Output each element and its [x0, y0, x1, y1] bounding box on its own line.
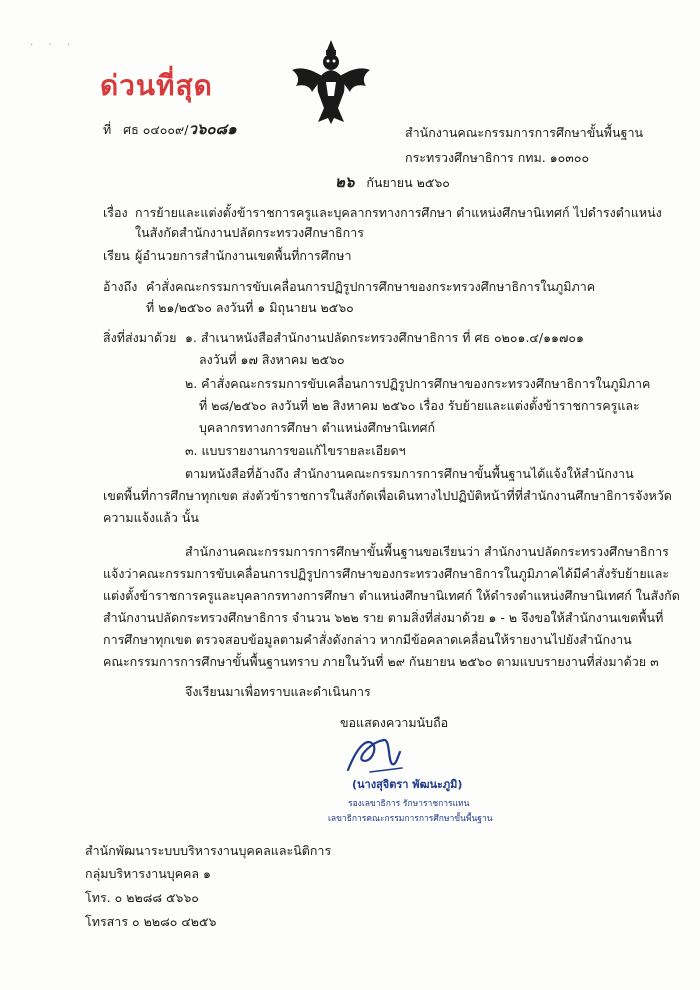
signature-icon: [340, 730, 410, 780]
signer-title-1: รองเลขาธิการ รักษาราชการแทน: [348, 799, 470, 809]
enclosure-1-line-1: ๑. สำเนาหนังสือสำนักงานปลัดกระทรวงศึกษาธิการ ที่ ศธ ๐๒๐๑.๔/๑๑๗๐๑: [185, 330, 584, 345]
ref-line-1: คำสั่งคณะกรรมการขับเคลื่อนการปฏิรูปการศึกษาของกระทรวงศึกษาธิการในภูมิภาค: [146, 279, 596, 294]
sender-org: สำนักงานคณะกรรมการการศึกษาขั้นพื้นฐาน: [405, 125, 644, 140]
body-paragraph-1: [103, 463, 672, 529]
footer-group: กลุ่มบริหารงานบุคคล ๑: [85, 866, 211, 881]
date: [335, 174, 450, 191]
body-paragraph-2: [103, 541, 680, 673]
body-paragraph-1-line: ตามหนังสือที่อ้างถึง สำนักงานคณะกรรมการการศึกษาขั้นพื้นฐานได้แจ้งให้สำนักงาน: [185, 466, 634, 481]
enclosure-1-line-2: ลงวันที่ ๑๗ สิงหาคม ๒๕๖๐: [199, 352, 345, 367]
body-paragraph-2-line: สำนักงานคณะกรรมการการศึกษาขั้นพื้นฐานขอเรียนว่า สำนักงานปลัดกระทรวงศึกษาธิการ: [185, 544, 669, 559]
scan-specks: · · ·: [30, 40, 76, 51]
doc-number-handwritten: ว๖๐๘๑: [188, 120, 237, 138]
enclosure-2-line-2: ที่ ๒๘/๒๕๖๐ ลงวันที่ ๒๒ สิงหาคม ๒๕๖๐ เรื่อง รับย้ายและแต่งตั้งข้าราชการครูและ: [199, 398, 640, 413]
subject-line-1: การย้ายและแต่งตั้งข้าราชการครูและบุคลากรทางการศึกษา ตำแหน่งศึกษานิเทศก์ ไปดำรงตำแหน่ง: [135, 205, 662, 220]
subject-line-2: ในสังกัดสำนักงานปลัดกระทรวงศึกษาธิการ: [135, 225, 364, 240]
body-paragraph-1-line: เขตพื้นที่การศึกษาทุกเขต ส่งตัวข้าราชการในสังกัดเพื่อเดินทางไปปฏิบัติหน้าที่ที่สำนักงานศึกษาธิการจังหวัด: [103, 488, 672, 503]
footer-fax: โทรสาร ๐ ๒๒๘๐ ๔๒๕๖: [85, 914, 217, 929]
body-paragraph-2-line: การศึกษาทุกเขต ตรวจสอบข้อมูลตามคำสั่งดังกล่าว หากมีข้อคลาดเคลื่อนให้รายงานไปยังสำนักงาน: [103, 632, 632, 647]
garuda-emblem-icon: [288, 36, 374, 128]
to-label: เรียน: [103, 248, 130, 263]
signer-title-2: เลขาธิการคณะกรรมการการศึกษาขั้นพื้นฐาน: [328, 814, 493, 824]
date-day: ๒๖: [335, 173, 355, 191]
enclosure-label: สิ่งที่ส่งมาด้วย: [103, 330, 177, 345]
ref-label: อ้างถึง: [103, 279, 138, 294]
doc-number-label: ที่: [103, 122, 112, 137]
ref-line-2: ที่ ๒๑/๒๕๖๐ ลงวันที่ ๑ มิถุนายน ๒๕๖๐: [146, 300, 354, 315]
enclosure-2-line-3: บุคลากรทางการศึกษา ตำแหน่งศึกษานิเทศก์: [199, 420, 436, 435]
footer-department: สำนักพัฒนาระบบบริหารงานบุคคลและนิติการ: [85, 843, 332, 858]
urgent-stamp: ด่วนที่สุด: [100, 69, 213, 102]
enclosure-3-line-1: ๓. แบบรายงานการขอแก้ไขรายละเอียดฯ: [185, 443, 406, 458]
signer-name: (นางสุจิตรา พัฒนะภูมิ): [352, 778, 463, 791]
regards-text: ขอแสดงความนับถือ: [340, 715, 449, 730]
to-text: ผู้อำนวยการสำนักงานเขตพื้นที่การศึกษา: [135, 248, 352, 263]
doc-number: [103, 121, 237, 138]
doc-number-prefix: ศธ ๐๔๐๐๙/: [123, 122, 189, 137]
footer-telephone: โทร. ๐ ๒๒๘๘ ๕๖๖๐: [85, 890, 199, 905]
body-paragraph-1-line: ความแจ้งแล้ว นั้น: [103, 510, 199, 525]
subject-label: เรื่อง: [103, 205, 128, 220]
date-month-year: กันยายน ๒๕๖๐: [366, 175, 450, 190]
closing-text: จึงเรียนมาเพื่อทราบและดำเนินการ: [185, 684, 371, 699]
body-paragraph-2-line: แต่งตั้งข้าราชการครูและบุคลากรทางการศึกษา ตำแหน่งศึกษานิเทศก์ ให้ดำรงตำแหน่งศึกษานิเทศก์ ในสังกัด: [103, 588, 680, 603]
body-paragraph-2-line: แจ้งว่าคณะกรรมการขับเคลื่อนการปฏิรูปการศึกษาของกระทรวงศึกษาธิการในภูมิภาคได้มีคำสั่งรับย้ายและ: [103, 566, 670, 581]
body-paragraph-2-line: คณะกรรมการการศึกษาขั้นพื้นฐานทราบ ภายในวันที่ ๒๙ กันยายน ๒๕๖๐ ตามแบบรายงานที่ส่งมาด้วย ๓: [103, 654, 659, 669]
sender-address: กระทรวงศึกษาธิการ กทม. ๑๐๓๐๐: [405, 150, 590, 165]
body-paragraph-2-line: สำนักงานปลัดกระทรวงศึกษาธิการ จำนวน ๖๒๒ ราย ตามสิ่งที่ส่งมาด้วย ๑ - ๒ จึงขอให้สำนักงานเขตพื้นที่: [103, 610, 664, 625]
enclosure-2-line-1: ๒. คำสั่งคณะกรรมการขับเคลื่อนการปฏิรูปการศึกษาของกระทรวงศึกษาธิการในภูมิภาค: [185, 376, 651, 391]
